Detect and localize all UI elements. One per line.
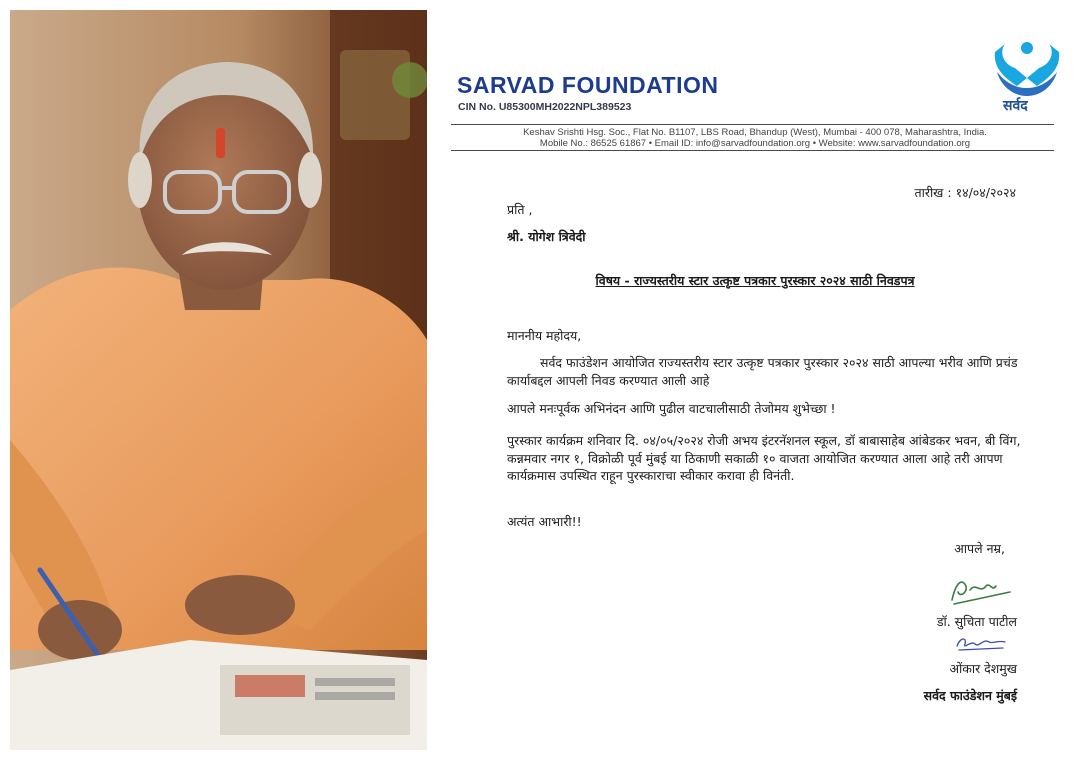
closing-line: आपले नम्र,: [954, 541, 1005, 556]
cin-number: CIN No. U85300MH2022NPL389523: [458, 101, 632, 113]
signatory-1: डॉ. सुचिता पाटील: [936, 614, 1017, 629]
header-rule-bottom: [451, 150, 1054, 151]
signature-1-image: [946, 572, 1016, 608]
award-letter: [441, 10, 1069, 750]
thanks-line: अत्यंत आभारी!!: [507, 514, 582, 529]
portrait-photo: [10, 10, 427, 750]
signature-2-image: [953, 632, 1011, 654]
to-prefix: प्रति ,: [507, 202, 533, 217]
address-line: Keshav Srishti Hsg. Soc., Flat No. B1107, LBS Road, Bhandup (West), Mumbai - 400 078, Maharashtra, India.: [523, 127, 987, 138]
body-paragraph-1: सर्वद फाउंडेशन आयोजित राज्यस्तरीय स्टार उत्कृष्ट पत्रकार पुरस्कार २०२४ साठी आपल्या भरीव आणि प्रचंड कार्याबद्दल आपली निवड करण्यात आली आहे: [507, 355, 1018, 388]
header-rule-top: [451, 124, 1054, 125]
contact-line: Mobile No.: 86525 61867 • Email ID: info@sarvadfoundation.org • Website: www.sarvadfoundation.org: [539, 138, 971, 149]
recipient-name: श्री. योगेश त्रिवेदी: [507, 229, 586, 244]
signatory-2: ओंकार देशमुख: [949, 661, 1017, 676]
logo-label: सर्वद: [1003, 98, 1028, 114]
body-paragraph-2: आपले मनःपूर्वक अभिनंदन आणि पुढील वाटचालीसाठी तेजोमय शुभेच्छा !: [507, 401, 836, 416]
body-paragraph-3: पुरस्कार कार्यक्रम शनिवार दि. ०४/०५/२०२४ रोजी अभय इंटरनॅशनल स्कूल, डॉ बाबासाहेब आंबेडकर भवन, बी विंग, कन्नमवार नगर १, विक्रोळी पूर्व मुंबई या ठिकाणी सकाळी १० वाजता आयोजित करण्यात आला आहे तरी आपण कार्यक्रमास उपस्थित राहून पुरस्काराचा स्वीकार करावा ही विनंती.: [507, 433, 1021, 483]
letter-subject: विषय - राज्यस्तरीय स्टार उत्कृष्ट पत्रकार पुरस्कार २०२४ साठी निवडपत्र: [595, 273, 915, 288]
org-name: SARVAD FOUNDATION: [457, 72, 719, 98]
address-block: [441, 127, 1069, 149]
letter-date: तारीख : १४/०४/२०२४: [914, 185, 1016, 200]
salutation: माननीय महोदय,: [507, 328, 582, 343]
organization-sign-off: सर्वद फाउंडेशन मुंबई: [923, 688, 1017, 703]
portrait-illustration: [10, 10, 427, 750]
